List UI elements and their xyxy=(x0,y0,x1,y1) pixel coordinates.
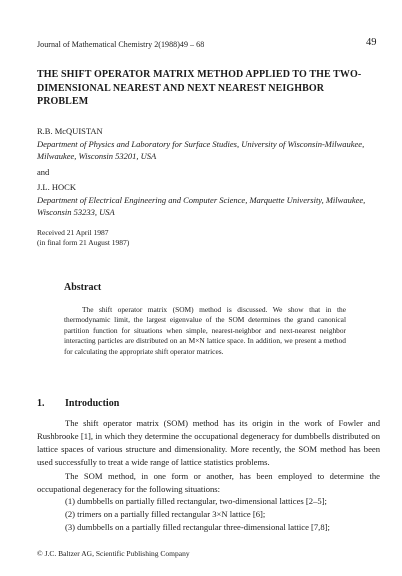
author-affiliation: Department of Electrical Engineering and Computer Science, Marquette University, Milwaukee, Wisconsin 53233, USA xyxy=(37,195,366,217)
abstract-text: The shift operator matrix (SOM) method is discussed. We show that in the thermodynamic limit, the largest eigenvalue of the SOM determines the grand canonical partition function for situations when simple, nearest-neighbor and next-nearest neighbor interacting particles are distributed on an M×N lattice space. In addition, we present a method for calculating the appropriate shift operator matrices. xyxy=(64,305,346,356)
journal-citation: Journal of Mathematical Chemistry 2(1988)49 – 68 xyxy=(37,40,205,49)
copyright-footer: © J.C. Baltzer AG, Scientific Publishing Company xyxy=(37,549,190,558)
abstract-heading: Abstract xyxy=(64,282,102,293)
final-form-date: (in final form 21 August 1987) xyxy=(37,237,130,247)
list-item: (1) dumbbells on partially filled rectangular, two-dimensional lattices [2–5]; xyxy=(65,496,327,506)
author-name: R.B. McQUISTAN xyxy=(37,126,103,136)
author-name: J.L. HOCK xyxy=(37,182,76,192)
body-paragraph: The shift operator matrix (SOM) method has its origin in the work of Fowler and Rushbrooke [1], in which they determine the occupational degeneracy for dumbbells distributed on lattice spaces of various structure and dimensionality. More recently, the SOM method has been used successfully to treat a wide range of lattice statistics problems. xyxy=(37,418,380,467)
paper-title: THE SHIFT OPERATOR MATRIX METHOD APPLIED TO THE TWO-DIMENSIONAL NEAREST AND NEXT NEAREST NEIGHBOR PROBLEM xyxy=(37,69,362,107)
list-item: (3) dumbbells on a partially filled rectangular three-dimensional lattice [7,8]; xyxy=(65,522,330,532)
author-separator: and xyxy=(37,167,50,177)
page-number: 49 xyxy=(366,37,377,48)
section-number: 1. xyxy=(37,398,45,409)
author-affiliation: Department of Physics and Laboratory for Surface Studies, University of Wisconsin-Milwaukee, Milwaukee, Wisconsin 53201, USA xyxy=(37,139,365,161)
received-dates xyxy=(37,228,129,247)
received-date: Received 21 April 1987 xyxy=(37,228,109,237)
section-title: Introduction xyxy=(65,398,120,409)
body-paragraph: The SOM method, in one form or another, has been employed to determine the occupational degeneracy for the following situations: xyxy=(37,471,380,494)
situation-list xyxy=(65,495,385,534)
list-item: (2) trimers on a partially filled rectangular 3×N lattice [6]; xyxy=(65,509,266,519)
